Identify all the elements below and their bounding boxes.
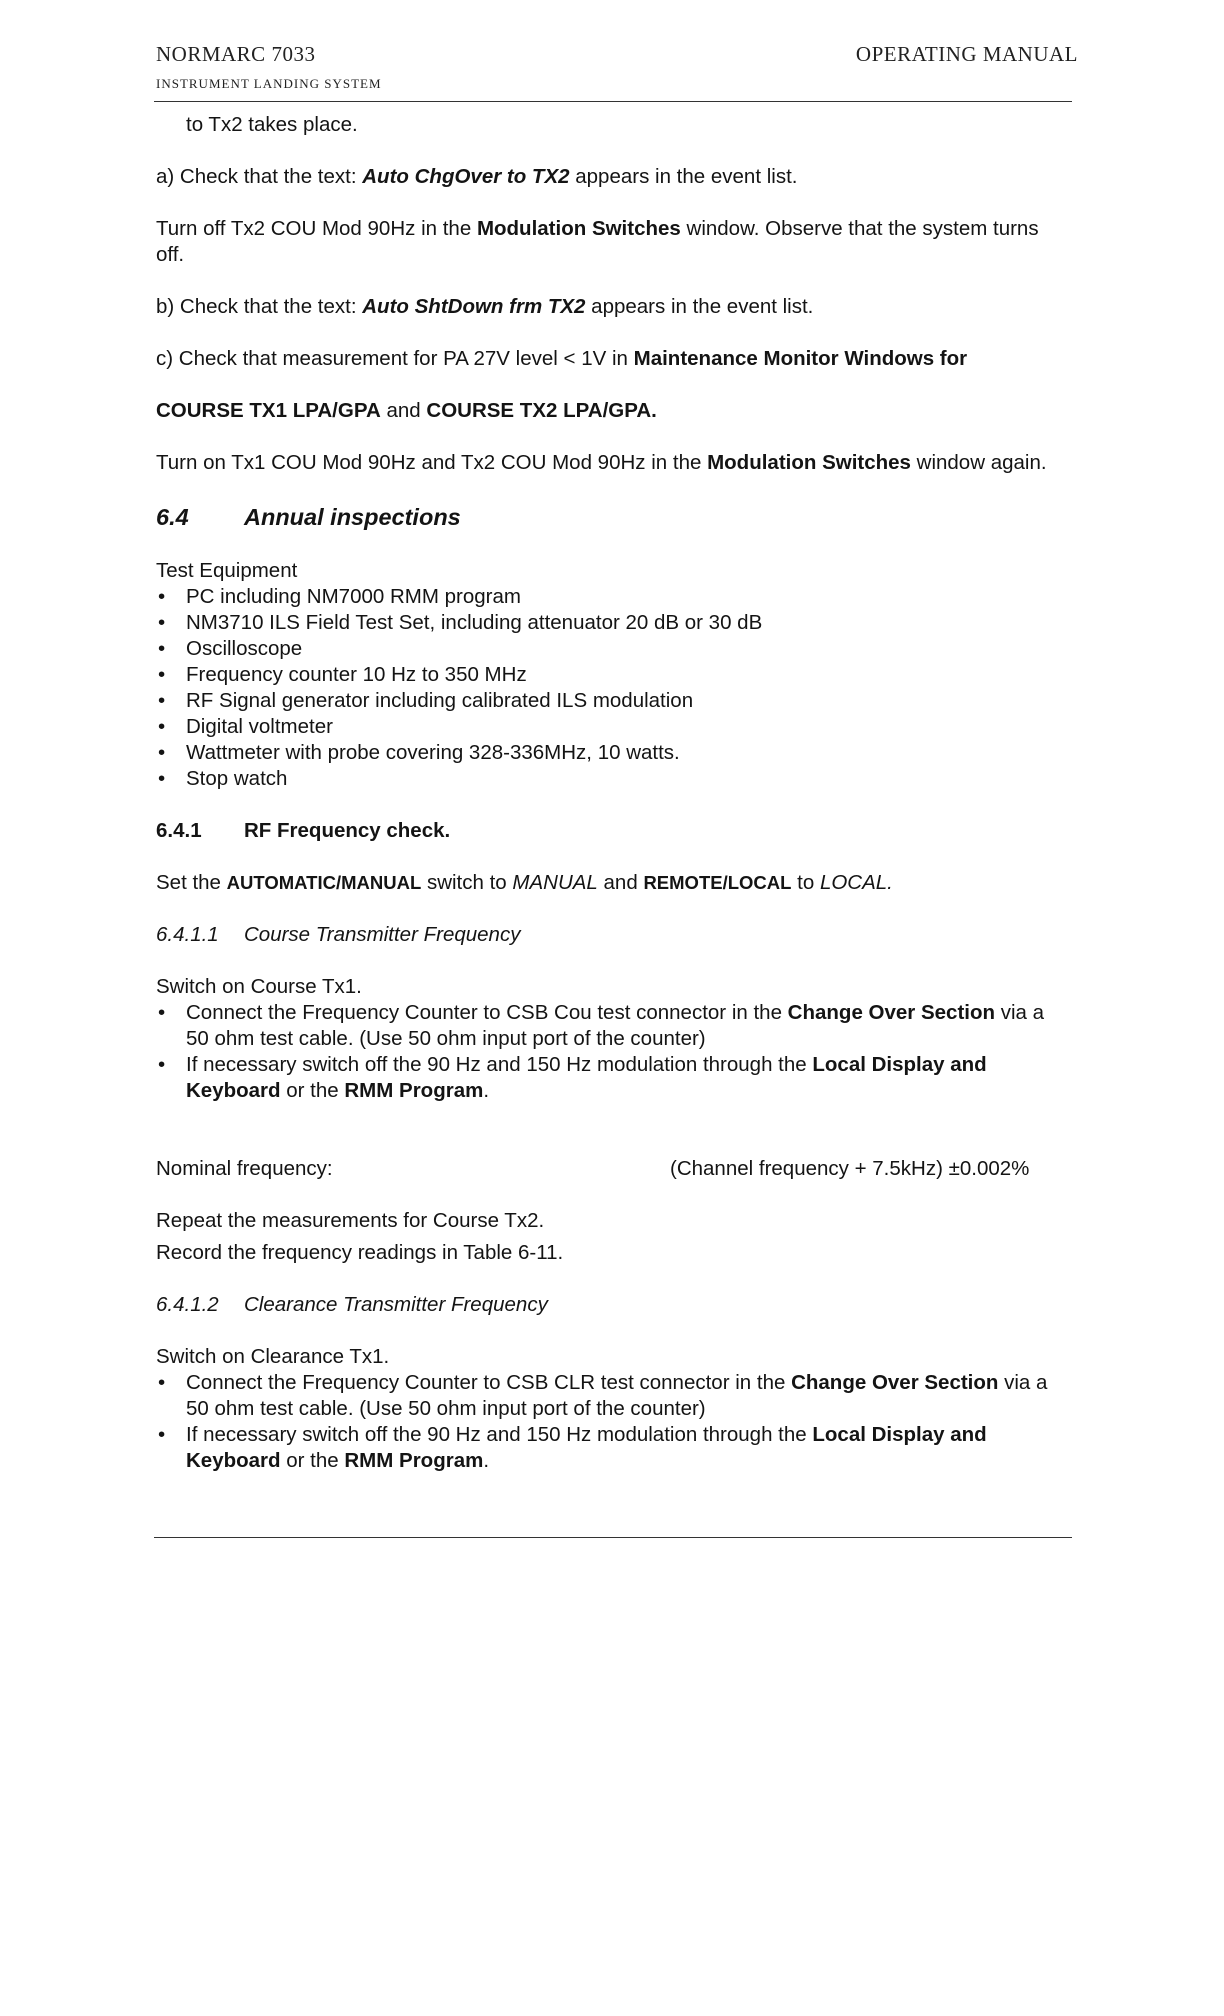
nominal-frequency-value: (Channel frequency + 7.5kHz) ±0.002% (670, 1157, 1030, 1180)
list-item: • PC including NM7000 RMM program (156, 584, 1066, 610)
section-6-4-1-1-heading: 6.4.1.1 Course Transmitter Frequency (156, 923, 521, 946)
turn-off-paragraph: Turn off Tx2 COU Mod 90Hz in the Modulation Switches window. Observe that the system turns off. (156, 217, 1039, 266)
section-6-4-heading: 6.4 Annual inspections (156, 504, 461, 530)
list-item: • If necessary switch off the 90 Hz and 150 Hz modulation through the Local Display and Keyboard or the RMM Program. (156, 1052, 1066, 1104)
page-content (156, 112, 1066, 1500)
header-manual-title: OPERATING MANUAL (855, 42, 1078, 66)
switch-on-course: Switch on Course Tx1. (156, 975, 362, 998)
turn-on-paragraph: Turn on Tx1 COU Mod 90Hz and Tx2 COU Mod 90Hz in the Modulation Switches window again. (156, 451, 1047, 474)
list-item: • RF Signal generator including calibrated ILS modulation (156, 688, 1066, 714)
record-readings: Record the frequency readings in Table 6-11. (156, 1241, 564, 1264)
check-a-paragraph: a) Check that the text: Auto ChgOver to TX2 appears in the event list. (156, 165, 798, 188)
continued-text: to Tx2 takes place. (186, 113, 358, 136)
modulation-switches-ref: Modulation Switches (476, 217, 681, 240)
list-item: • NM3710 ILS Field Test Set, including attenuator 20 dB or 30 dB (156, 610, 1066, 636)
list-item: • Connect the Frequency Counter to CSB CLR test connector in the Change Over Section via a 50 ohm test cable. (Use 50 ohm input port of the counter) (156, 1370, 1066, 1422)
test-equipment-label: Test Equipment (156, 559, 298, 582)
list-item: • Wattmeter with probe covering 328-336MHz, 10 watts. (156, 740, 1066, 766)
test-equipment-list (156, 584, 1066, 792)
set-switch-paragraph: Set the AUTOMATIC/MANUAL switch to MANUAL and REMOTE/LOCAL to LOCAL. (156, 871, 893, 894)
list-item: • Digital voltmeter (156, 714, 1066, 740)
course-steps-list (156, 1000, 1066, 1104)
event-text-chgover: Auto ChgOver to TX2 (362, 165, 570, 188)
list-item: • Stop watch (156, 766, 1066, 792)
list-item: • Oscilloscope (156, 636, 1066, 662)
event-text-shtdown: Auto ShtDown frm TX2 (362, 295, 586, 318)
section-6-4-1-heading: 6.4.1 RF Frequency check. (156, 819, 451, 842)
repeat-measurements: Repeat the measurements for Course Tx2. (156, 1209, 545, 1232)
nominal-frequency-row (156, 1156, 1066, 1182)
list-item: • If necessary switch off the 90 Hz and 150 Hz modulation through the Local Display and Keyboard or the RMM Program. (156, 1422, 1066, 1474)
maintenance-monitor-ref: Maintenance Monitor Windows for (633, 347, 968, 370)
check-b-paragraph: b) Check that the text: Auto ShtDown frm TX2 appears in the event list. (156, 295, 814, 318)
modulation-switches-ref-2: Modulation Switches (707, 451, 911, 474)
list-item: • Frequency counter 10 Hz to 350 MHz (156, 662, 1066, 688)
footer-rule (154, 1537, 1072, 1538)
list-item: • Connect the Frequency Counter to CSB Cou test connector in the Change Over Section via a 50 ohm test cable. (Use 50 ohm input port of the counter) (156, 1000, 1066, 1052)
nominal-frequency-label: Nominal frequency: (156, 1157, 333, 1180)
header-product-subtitle: INSTRUMENT LANDING SYSTEM (156, 76, 382, 91)
header-rule (154, 101, 1072, 102)
switch-on-clearance: Switch on Clearance Tx1. (156, 1345, 390, 1368)
check-c-paragraph: c) Check that measurement for PA 27V level < 1V in Maintenance Monitor Windows for (156, 347, 968, 370)
course-lpa-paragraph: COURSE TX1 LPA/GPA and COURSE TX2 LPA/GPA. (156, 399, 657, 422)
section-6-4-1-2-heading: 6.4.1.2 Clearance Transmitter Frequency (156, 1293, 548, 1316)
clearance-steps-list (156, 1370, 1066, 1474)
header-product-name: NORMARC 7033 (156, 42, 316, 66)
